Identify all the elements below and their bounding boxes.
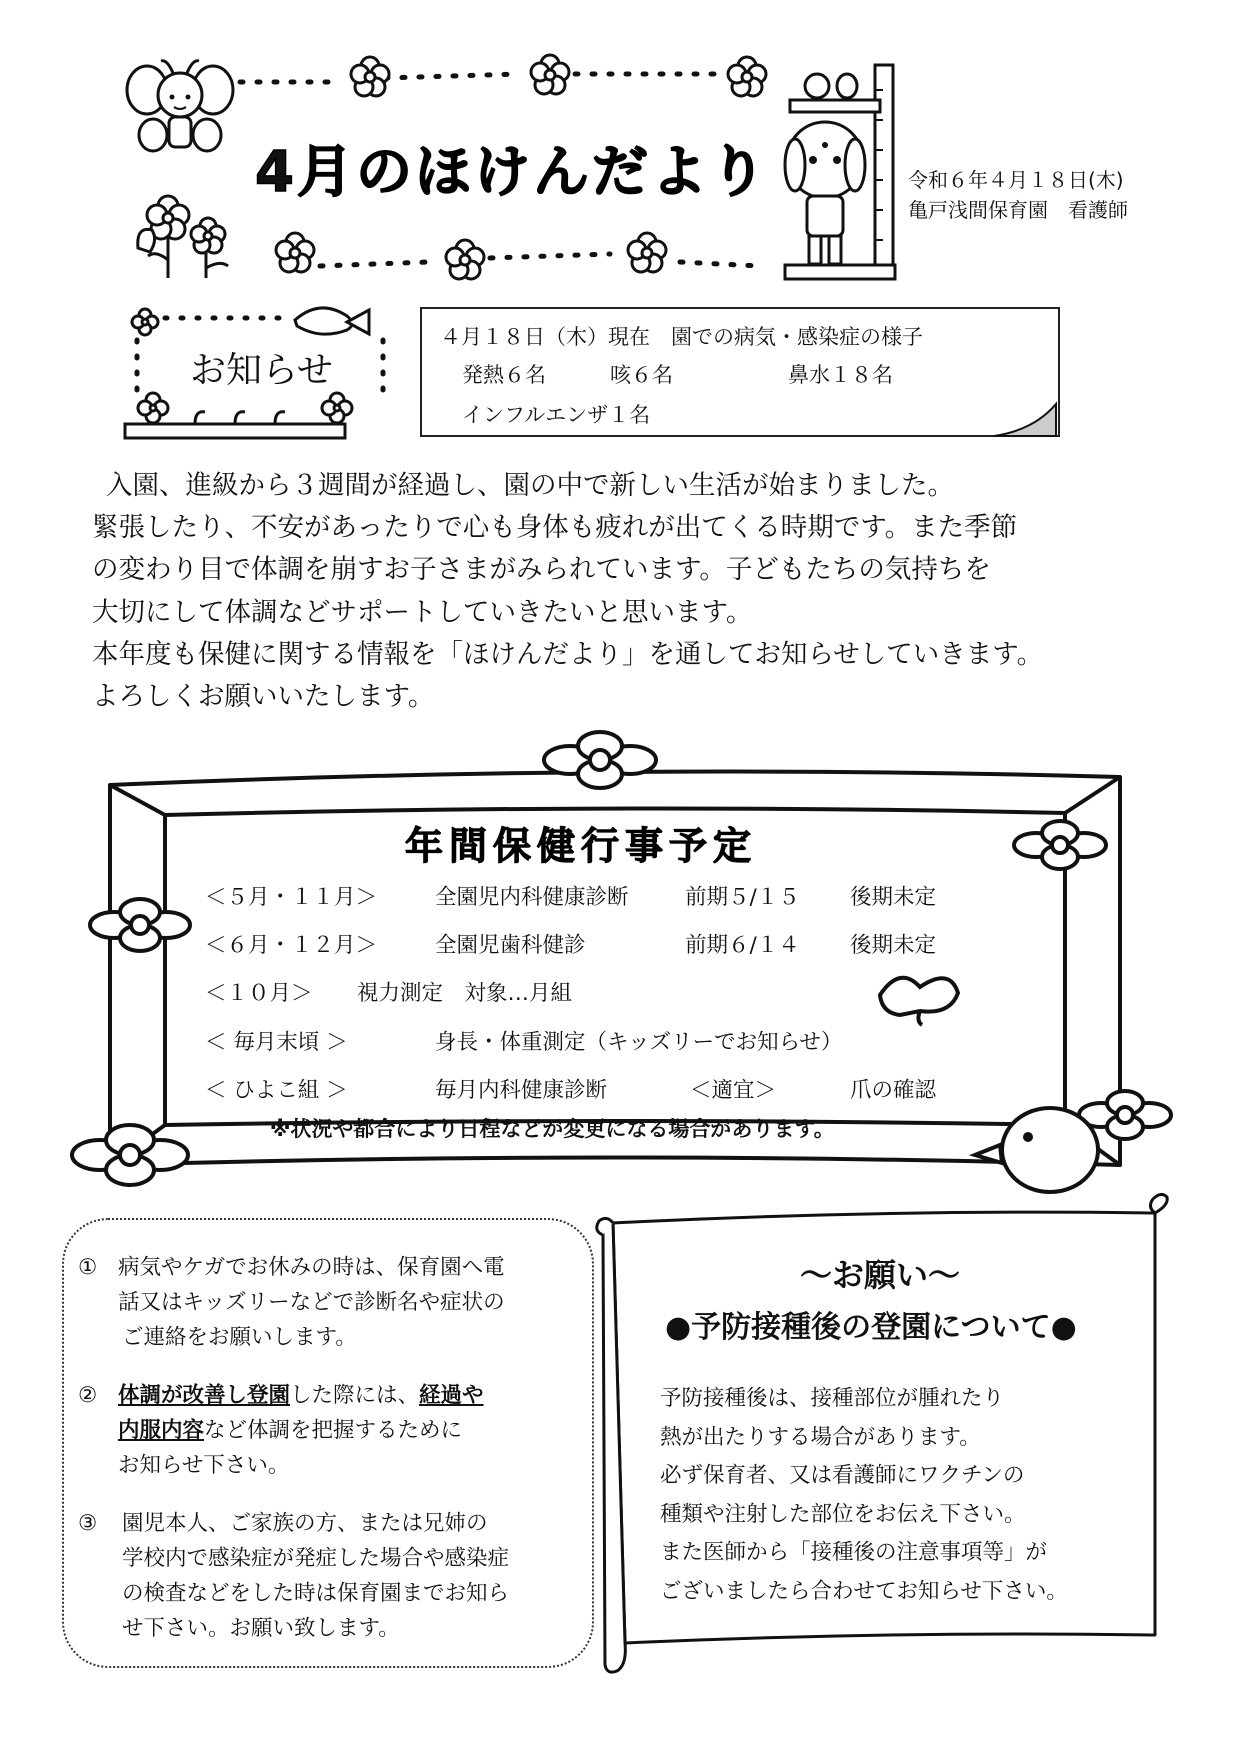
emphasis-text: 経過や: [419, 1383, 484, 1408]
item-text: ご連絡をお願いします。: [122, 1325, 357, 1350]
flower-icon: [525, 50, 575, 100]
request-subtitle: ●予防接種後の登園について●: [665, 1310, 1077, 1345]
character-height-ruler-icon: [765, 60, 905, 285]
request-line: また医師から「接種後の注意事項等」が: [660, 1540, 1048, 1565]
item-text: 話又はキッズリーなどで診断名や症状の: [118, 1290, 505, 1315]
issue-info: [908, 165, 1128, 225]
schedule-first-term: 前期６/１４: [685, 933, 800, 958]
schedule-first-term: 前期５/１５: [685, 885, 800, 910]
page-curl-icon: [994, 400, 1064, 440]
notice-header-line: ４月１８日（木）現在 園での病気・感染症の様子: [440, 325, 923, 349]
request-line: 熱が出たりする場合があります。: [660, 1424, 981, 1450]
request-line: ございましたら合わせてお知らせ下さい。: [660, 1578, 1068, 1604]
emphasis-text: 内服内容: [118, 1418, 205, 1443]
schedule-period: ＜１０月＞: [205, 981, 313, 1006]
intro-line: 緊張したり、不安があったりで心も身体も疲れが出てくる時期です。また季節: [92, 512, 1018, 544]
notice-runny-nose-count: 鼻水１８名: [788, 363, 893, 387]
butterfly-fairy-icon: [125, 55, 235, 165]
item-text: 園児本人、ご家族の方、または兄姉の: [122, 1511, 488, 1536]
schedule-event: 視力測定 対象…月組: [357, 981, 573, 1006]
request-title: ～お願い～: [800, 1256, 961, 1294]
intro-line: 大切にして体調などサポートしていきたいと思います。: [92, 596, 753, 628]
notice-label: お知らせ: [190, 350, 333, 391]
emphasis-text: 体調が改善し登園: [118, 1383, 291, 1408]
intro-line: 入園、進級から３週間が経過し、園の中で新しい生活が始まりました。: [106, 470, 954, 501]
flower-icon: [270, 228, 320, 278]
request-line: 予防接種後は、接種部位が腫れたり: [660, 1386, 1005, 1411]
item-text: 学校内で感染症が発症した場合や感染症: [122, 1546, 510, 1571]
request-line: 必ず保育者、又は看護師にワクチンの: [660, 1463, 1025, 1488]
schedule-detail: 爪の確認: [850, 1078, 937, 1103]
issue-date: 令和６年４月１８日(木): [908, 168, 1124, 192]
intro-text: [92, 465, 1172, 718]
schedule-event: 身長・体重測定（キッズリーでお知らせ）: [435, 1030, 843, 1055]
schedule-period: ＜５月・１１月＞: [205, 885, 378, 910]
schedule-note: ※状況や都合により日程などが変更になる場合があります。: [270, 1117, 835, 1141]
item-text: せ下さい。お願い致します。: [122, 1616, 400, 1641]
schedule-title: 年間保健行事予定: [405, 824, 758, 868]
schedule-period: ＜６月・１２月＞: [205, 933, 378, 958]
schedule-timing: ＜適宜＞: [690, 1078, 777, 1103]
intro-line: 本年度も保健に関する情報を「ほけんだより」を通してお知らせしていきます。: [92, 638, 1044, 670]
schedule-period: ＜ ひよこ組 ＞: [205, 1078, 348, 1103]
item-text: 病気やケガでお休みの時は、保育園へ電: [118, 1255, 505, 1280]
notice-fever-count: 発熱６名: [462, 363, 546, 387]
schedule-period: ＜ 毎月末頃 ＞: [205, 1030, 348, 1055]
schedule-second-term: 後期未定: [850, 933, 937, 958]
notice-influenza-count: インフルエンザ１名: [462, 403, 651, 427]
flower-icon: [440, 235, 490, 285]
schedule-event: 全園児内科健康診断: [435, 885, 629, 910]
intro-line: の変わり目で体調を崩すお子さまがみられています。子どもたちの気持ちを: [92, 554, 991, 586]
item-text: の検査などをした時は保育園までお知ら: [122, 1581, 510, 1606]
schedule-second-term: 後期未定: [850, 885, 937, 910]
intro-line: よろしくお願いいたします。: [92, 681, 435, 713]
schedule-event: 全園児歯科健診: [435, 933, 586, 958]
item-number: ①: [78, 1255, 98, 1280]
request-body: [660, 1380, 1068, 1611]
item-number: ③: [78, 1511, 98, 1536]
item-text: した際には、: [290, 1383, 420, 1408]
flower-icon: [622, 228, 672, 278]
item-text: など体調を把握するために: [204, 1418, 463, 1443]
flower-bouquet-icon: [128, 168, 248, 288]
item-text: お知らせ下さい。: [118, 1453, 290, 1478]
schedule-event: 毎月内科健康診断: [435, 1078, 608, 1103]
flower-icon: [345, 52, 395, 102]
notice-box: [420, 307, 1060, 437]
page-title: 4月のほけんだより: [255, 140, 769, 205]
notice-cough-count: 咳６名: [610, 363, 673, 387]
item-number: ②: [78, 1383, 98, 1408]
issue-author: 亀戸浅間保育園 看護師: [908, 198, 1128, 222]
request-line: 種類や注射した部位をお伝え下さい。: [660, 1501, 1026, 1527]
